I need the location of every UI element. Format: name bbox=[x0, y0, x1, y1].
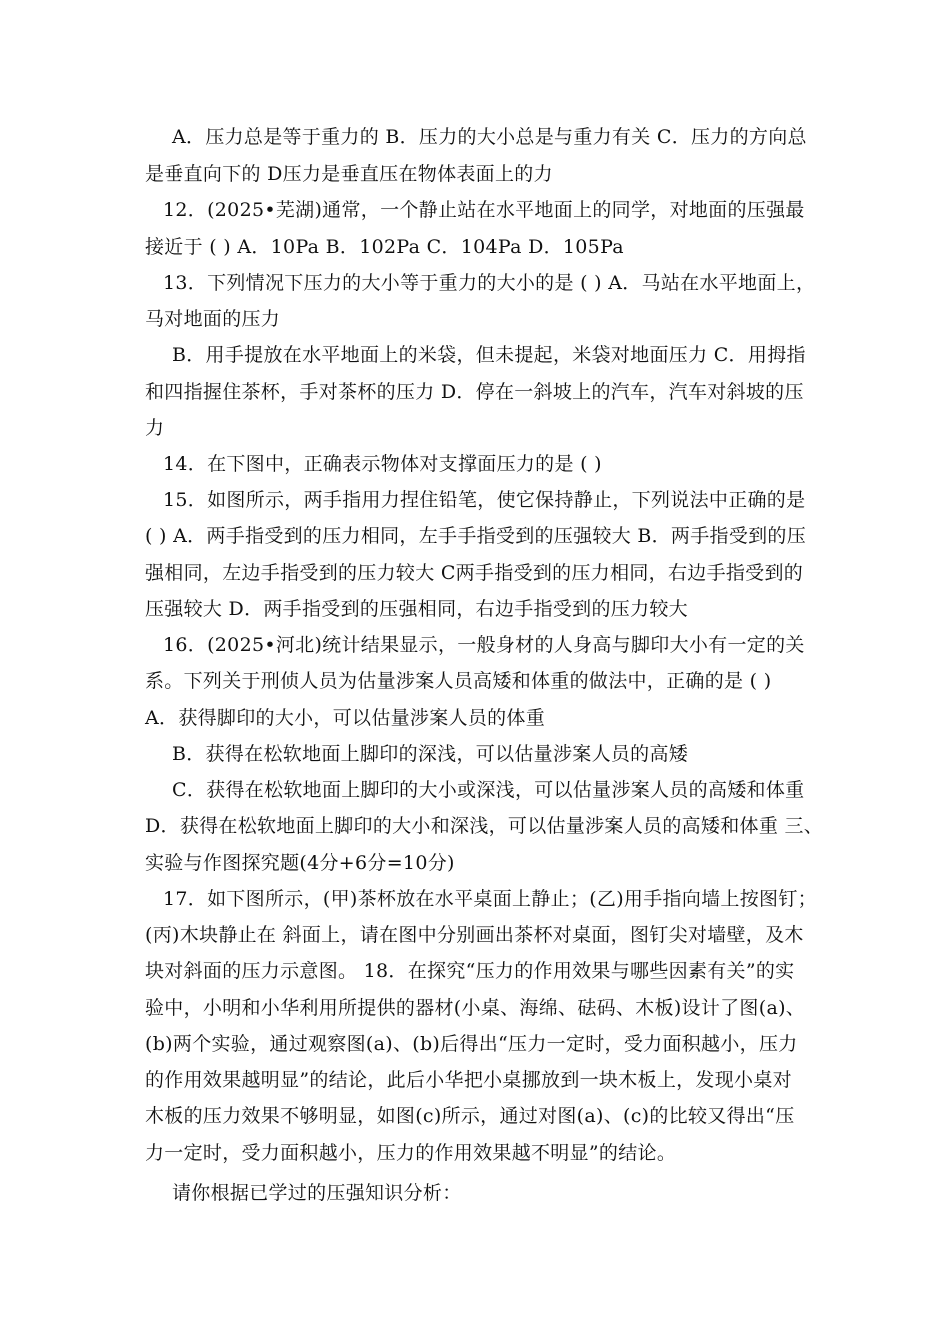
text-line: 实验与作图探究题(4分+6分=10分) bbox=[145, 852, 455, 874]
text-line: (b)两个实验，通过观察图(a)、(b)后得出“压力一定时，受力面积越小，压力 bbox=[145, 1033, 798, 1055]
text-line: 压强较大 D．两手指受到的压强相同，右边手指受到的压力较大 bbox=[145, 598, 688, 620]
text-line: 12．(2025•芜湖)通常，一个静止站在水平地面上的同学，对地面的压强最 bbox=[163, 199, 805, 221]
text-line: 请你根据已学过的压强知识分析： bbox=[172, 1182, 462, 1204]
text-line: (丙)木块静止在 斜面上，请在图中分别画出茶杯对桌面，图钉尖对墙壁，及木 bbox=[145, 924, 804, 946]
text-line: 17．如下图所示，(甲)茶杯放在水平桌面上静止；(乙)用手指向墙上按图钉； bbox=[163, 888, 817, 910]
text-line: 验中，小明和小华利用所提供的器材(小桌、海绵、砝码、木板)设计了图(a)、 bbox=[145, 997, 806, 1019]
text-line: 块对斜面的压力示意图。 18．在探究“压力的作用效果与哪些因素有关”的实 bbox=[145, 960, 795, 982]
text-line: 力一定时，受力面积越小，压力的作用效果越不明显”的结论。 bbox=[145, 1142, 677, 1164]
text-line: C．获得在松软地面上脚印的大小或深浅，可以估量涉案人员的高矮和体重 bbox=[172, 779, 805, 801]
text-line: 马对地面的压力 bbox=[145, 308, 281, 330]
text-line: 15．如图所示，两手指用力捏住铅笔，使它保持静止，下列说法中正确的是 bbox=[163, 489, 806, 511]
text-line: ( ) A．两手指受到的压力相同，左手手指受到的压强较大 B．两手指受到的压 bbox=[145, 525, 807, 547]
text-line: 的作用效果越明显”的结论，此后小华把小桌挪放到一块木板上，发现小桌对 bbox=[145, 1069, 792, 1091]
text-line: 14．在下图中，正确表示物体对支撑面压力的是 ( ) bbox=[163, 453, 602, 475]
text-line: A．压力总是等于重力的 B．压力的大小总是与重力有关 C．压力的方向总 bbox=[172, 126, 807, 148]
text-line: 和四指握住茶杯，手对茶杯的压力 D．停在一斜坡上的汽车，汽车对斜坡的压 bbox=[145, 381, 804, 403]
text-line: A．获得脚印的大小，可以估量涉案人员的体重 bbox=[145, 707, 546, 729]
text-line: 16．(2025•河北)统计结果显示，一般身材的人身高与脚印大小有一定的关 bbox=[163, 634, 805, 656]
text-line: 强相同，左边手指受到的压力较大 C两手指受到的压力相同，右边手指受到的 bbox=[145, 562, 804, 584]
text-line: 系。下列关于刑侦人员为估量涉案人员高矮和体重的做法中，正确的是 ( ) bbox=[145, 670, 772, 692]
text-line: B．用手提放在水平地面上的米袋，但未提起，米袋对地面压力 C．用拇指 bbox=[172, 344, 806, 366]
text-line: D．获得在松软地面上脚印的大小和深浅，可以估量涉案人员的高矮和体重 三、 bbox=[145, 815, 824, 837]
text-line: 接近于 ( ) A．10Pa B．102Pa C．104Pa D．105Pa bbox=[145, 236, 624, 258]
text-line: B．获得在松软地面上脚印的深浅，可以估量涉案人员的高矮 bbox=[172, 743, 689, 765]
text-line: 是垂直向下的 D压力是垂直压在物体表面上的力 bbox=[145, 163, 553, 185]
text-line: 木板的压力效果不够明显，如图(c)所示，通过对图(a)、(c)的比较又得出“压 bbox=[145, 1105, 795, 1127]
text-line: 力 bbox=[145, 417, 165, 439]
text-line: 13．下列情况下压力的大小等于重力的大小的是 ( ) A．马站在水平地面上， bbox=[163, 272, 816, 294]
